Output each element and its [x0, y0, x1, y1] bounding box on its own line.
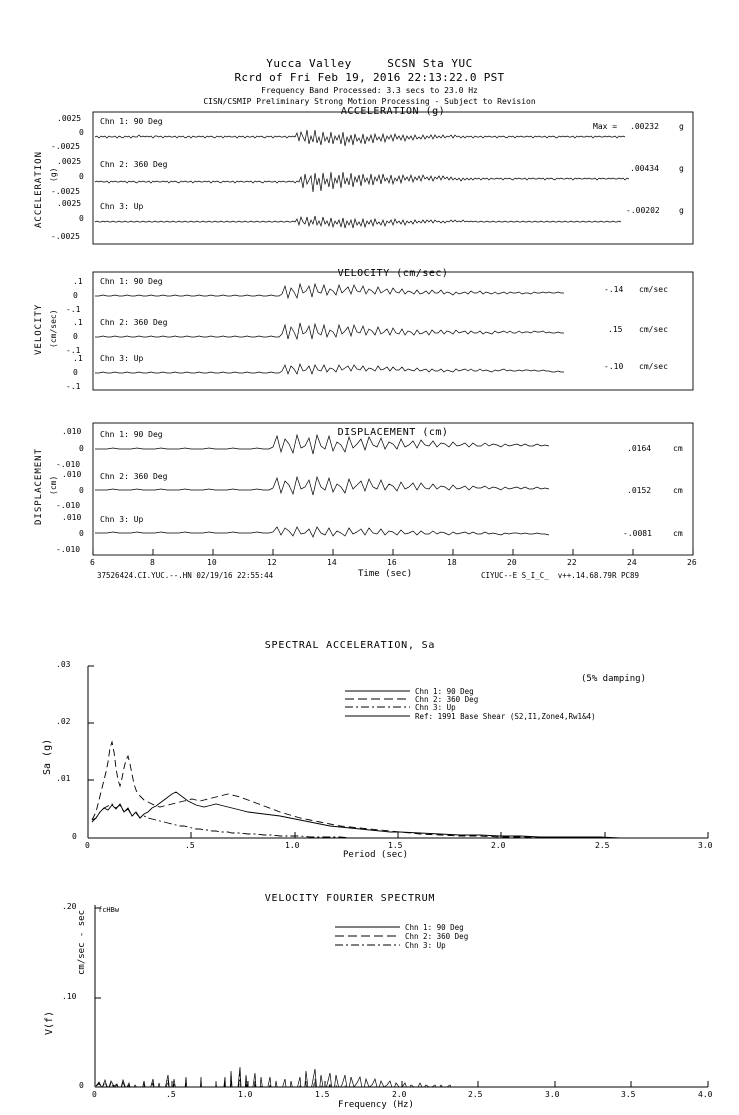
time-tick-12: 12: [267, 558, 277, 567]
acc-chn2-units: g: [679, 164, 684, 173]
time-tick-14: 14: [327, 558, 337, 567]
fs-legend-label-chn3: Chn 3: Up: [405, 941, 446, 950]
time-tick-18: 18: [447, 558, 457, 567]
disp-tick-pos-3: .010: [62, 513, 82, 522]
sa-legend-label-chn3: Chn 3: Up: [415, 703, 456, 712]
fs-xtick-40: 4.0: [698, 1090, 713, 1099]
sa-ytick-01: .01: [56, 774, 71, 783]
acc-tick-neg-1: -.0025: [51, 142, 80, 151]
vel-tick-zero-3: 0: [73, 368, 78, 377]
sa-legend-label-chn2: Chn 2: 360 Deg: [415, 695, 479, 704]
acc-chn2-peak: .00434: [630, 164, 659, 173]
frequency-band-note: Frequency Band Processed: 3.3 secs to 23.0 Hz: [261, 86, 478, 95]
accel-trace-chn2: [95, 172, 629, 192]
acc-tick-neg-2: -.0025: [51, 187, 80, 196]
time-tick-6: 6: [90, 558, 95, 567]
footer-right-id: CIYUC--E S_I_C_ v++.14.68.79R PC89: [481, 571, 640, 580]
disp-chn3-units: cm: [673, 529, 683, 538]
sa-ytick-0: 0: [72, 832, 77, 841]
vel-trace-chn3: [95, 364, 564, 374]
vel-tick-pos-2: .1: [73, 318, 83, 327]
acc-tick-zero-2: 0: [79, 172, 84, 181]
fs-corner-label: fcHBw: [98, 906, 120, 914]
vel-tick-pos-1: .1: [73, 277, 83, 286]
fs-legend-label-chn2: Chn 2: 360 Deg: [405, 932, 469, 941]
sa-xtick-05: .5: [185, 841, 195, 850]
velocity-panel-title: VELOCITY (cm/sec): [337, 268, 449, 279]
sa-ytick-02: .02: [56, 717, 71, 726]
fs-xtick-10: 1.0: [238, 1090, 253, 1099]
time-tick-22: 22: [567, 558, 577, 567]
acc-chn1-units: g: [679, 122, 684, 131]
time-tick-24: 24: [627, 558, 637, 567]
acc-tick-neg-3: -.0025: [51, 232, 80, 241]
sa-curve-chn1: [92, 792, 708, 838]
disp-tick-pos-2: .010: [62, 470, 82, 479]
acc-tick-pos-2: .0025: [57, 157, 82, 166]
accel-trace-chn3: [95, 216, 621, 228]
velocity-axis-units: (cm/sec): [49, 309, 58, 348]
disp-tick-pos-1: .010: [62, 427, 82, 436]
sa-legend-label-chn1: Chn 1: 90 Deg: [415, 687, 474, 696]
fs-x-axis-label: Frequency (Hz): [338, 1100, 414, 1110]
fs-legend-label-chn1: Chn 1: 90 Deg: [405, 923, 464, 932]
acc-chn3-peak: -.00202: [626, 206, 660, 215]
disp-chn2-label: Chn 2: 360 Deg: [100, 472, 168, 481]
displacement-axis-label: DISPLACEMENT: [34, 447, 44, 525]
displacement-panel-title: DISPLACEMENT (cm): [337, 427, 449, 438]
fs-y-axis-units: cm/sec - sec: [77, 909, 87, 975]
vel-tick-zero-2: 0: [73, 332, 78, 341]
sa-curve-chn2: [92, 742, 708, 838]
sa-panel-title: SPECTRAL ACCELERATION, Sa: [264, 640, 436, 651]
acc-chn3-units: g: [679, 206, 684, 215]
acceleration-panel-title: ACCELERATION (g): [340, 106, 446, 117]
disp-chn1-label: Chn 1: 90 Deg: [100, 430, 163, 439]
disp-tick-zero-1: 0: [79, 444, 84, 453]
vel-chn2-peak: .15: [608, 325, 623, 334]
accel-trace-chn1: [95, 130, 625, 146]
disp-chn2-peak: .0152: [627, 486, 652, 495]
fs-ytick-20: .20: [62, 902, 77, 911]
disp-tick-neg-1: -.010: [56, 460, 81, 469]
station-title: Yucca Valley SCSN Sta YUC: [266, 57, 473, 70]
disp-tick-zero-2: 0: [79, 486, 84, 495]
vel-tick-zero-1: 0: [73, 291, 78, 300]
time-tick-8: 8: [150, 558, 155, 567]
fs-xtick-15: 1.5: [315, 1090, 330, 1099]
disp-chn1-units: cm: [673, 444, 683, 453]
sa-xtick-10: 1.0: [285, 841, 300, 850]
time-tick-20: 20: [507, 558, 517, 567]
velocity-axis-label: VELOCITY: [34, 303, 44, 355]
sa-legend-label-ref: Ref: 1991 Base Shear (S2,I1,Zone4,Rw1&4): [415, 712, 596, 721]
fs-xtick-05: .5: [166, 1090, 176, 1099]
processing-note: CISN/CSMIP Preliminary Strong Motion Processing - Subject to Revision: [203, 97, 536, 106]
sa-xtick-30: 3.0: [698, 841, 713, 850]
acc-tick-pos-3: .0025: [57, 199, 82, 208]
fs-xtick-35: 3.5: [621, 1090, 636, 1099]
disp-tick-neg-2: -.010: [56, 501, 81, 510]
disp-chn1-peak: .0164: [627, 444, 652, 453]
vel-chn1-units: cm/sec: [639, 285, 668, 294]
acc-tick-pos-1: .0025: [57, 114, 82, 123]
vel-trace-chn1: [95, 284, 564, 298]
fs-xtick-25: 2.5: [468, 1090, 483, 1099]
fs-ytick-10: .10: [62, 992, 77, 1001]
sa-xtick-15: 1.5: [388, 841, 403, 850]
record-datetime: Rcrd of Fri Feb 19, 2016 22:13:22.0 PST: [234, 71, 505, 84]
acceleration-axis-units: (g): [49, 167, 58, 182]
sa-xtick-0: 0: [85, 841, 90, 850]
vel-tick-neg-1: -.1: [66, 305, 81, 314]
vel-tick-neg-3: -.1: [66, 382, 81, 391]
vel-chn1-peak: -.14: [604, 285, 624, 294]
disp-trace-chn3: [95, 527, 549, 537]
sa-xtick-25: 2.5: [595, 841, 610, 850]
footer-left-id: 37526424.CI.YUC.--.HN 02/19/16 22:55:44: [97, 571, 274, 580]
fs-xtick-30: 3.0: [545, 1090, 560, 1099]
time-axis-label: Time (sec): [358, 569, 413, 579]
disp-chn2-units: cm: [673, 486, 683, 495]
sa-ytick-03: .03: [56, 660, 71, 669]
vel-chn2-units: cm/sec: [639, 325, 668, 334]
disp-chn3-peak: -.0081: [623, 529, 652, 538]
fs-panel-title: VELOCITY FOURIER SPECTRUM: [264, 893, 436, 904]
disp-chn3-label: Chn 3: Up: [100, 515, 144, 524]
sa-damping-note: (5% damping): [581, 674, 647, 684]
displacement-axis-units: (cm): [49, 475, 58, 495]
vel-tick-pos-3: .1: [73, 354, 83, 363]
fs-xtick-20: 2.0: [392, 1090, 407, 1099]
vel-chn3-peak: -.10: [604, 362, 624, 371]
acc-chn3-label: Chn 3: Up: [100, 202, 144, 211]
sa-y-axis-label: Sa (g): [42, 738, 53, 775]
vel-chn1-label: Chn 1: 90 Deg: [100, 277, 163, 286]
acc-tick-zero-1: 0: [79, 128, 84, 137]
acc-tick-zero-3: 0: [79, 214, 84, 223]
acc-max-prefix: Max =: [593, 122, 618, 131]
fs-ytick-0: 0: [79, 1081, 84, 1090]
time-tick-26: 26: [687, 558, 697, 567]
disp-tick-neg-3: -.010: [56, 545, 81, 554]
vel-chn3-label: Chn 3: Up: [100, 354, 144, 363]
vel-chn2-label: Chn 2: 360 Deg: [100, 318, 168, 327]
vel-chn3-units: cm/sec: [639, 362, 668, 371]
acceleration-axis-label: ACCELERATION: [34, 150, 44, 228]
time-tick-10: 10: [207, 558, 217, 567]
acc-chn1-peak: .00232: [630, 122, 659, 131]
acc-chn1-label: Chn 1: 90 Deg: [100, 117, 163, 126]
vel-tick-neg-2: -.1: [66, 346, 81, 355]
acc-chn2-label: Chn 2: 360 Deg: [100, 160, 168, 169]
sa-xtick-20: 2.0: [491, 841, 506, 850]
sa-curve-chn3: [92, 804, 708, 838]
time-tick-16: 16: [387, 558, 397, 567]
fs-xtick-0: 0: [92, 1090, 97, 1099]
fs-y-axis-label: V(f): [44, 1010, 55, 1035]
disp-tick-zero-3: 0: [79, 529, 84, 538]
sa-x-axis-label: Period (sec): [343, 850, 409, 860]
